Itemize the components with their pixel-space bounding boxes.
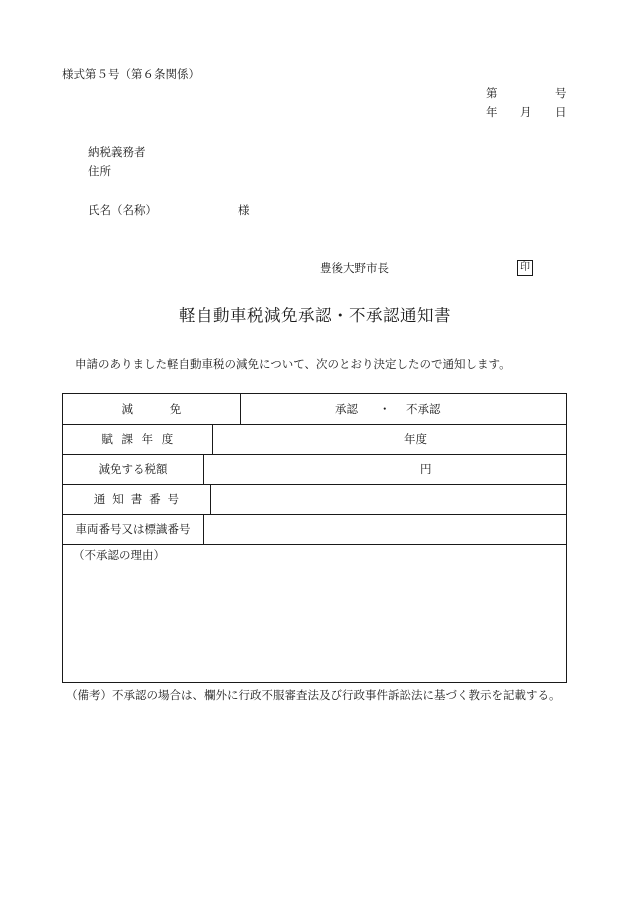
doc-number-prefix: 第 (486, 86, 498, 100)
intro-text: 申請のありました軽自動車税の減免について、次のとおり決定したので通知します。 (75, 357, 511, 371)
approved-option: 承認 (335, 402, 358, 416)
date-month: 月 (520, 105, 532, 119)
remarks-note: （備考）不承認の場合は、欄外に行政不服審査法及び行政事件訴訟法に基づく教示を記載する。 (66, 688, 561, 702)
approval-choice (204, 394, 566, 424)
decision-table (62, 393, 567, 683)
document-title: 軽自動車税減免承認・不承認通知書 (179, 306, 451, 325)
table-row-vehicle-number (63, 514, 566, 545)
table-row-exempt-amount (63, 454, 566, 485)
exemption-label: 減免 (63, 394, 241, 424)
name-label: 氏名（名称） (88, 203, 157, 217)
issuer-title: 豊後大野市長 (320, 261, 389, 275)
table-row-fiscal-year (63, 424, 566, 455)
seal-mark: 印 (517, 260, 533, 276)
exempt-amount-label: 減免する税額 (63, 454, 204, 484)
doc-number-suffix: 号 (555, 86, 567, 100)
form-number: 様式第５号（第６条関係） (62, 67, 200, 81)
exempt-amount-value (204, 454, 566, 484)
notice-number-value (204, 484, 566, 514)
date-day: 日 (555, 105, 567, 119)
fiscal-year-unit: 年度 (404, 432, 427, 446)
not-approved-option: 不承認 (406, 402, 441, 416)
honorific: 様 (238, 203, 250, 217)
notice-number-label: 通知書番号 (63, 484, 211, 514)
vehicle-number-label: 車両番号又は標識番号 (63, 514, 204, 544)
rejection-reason-label: （不承認の理由） (73, 548, 165, 562)
taxpayer-label: 納税義務者 (88, 145, 146, 159)
yen-unit: 円 (420, 462, 432, 476)
vehicle-number-value (204, 514, 566, 544)
address-label: 住所 (88, 164, 111, 178)
fiscal-year-label: 賦課年度 (63, 424, 213, 454)
date-year: 年 (486, 105, 498, 119)
table-row-exemption (63, 394, 566, 425)
fiscal-year-value (204, 424, 566, 454)
option-separator: ・ (379, 402, 391, 416)
table-row-notice-number (63, 484, 566, 515)
